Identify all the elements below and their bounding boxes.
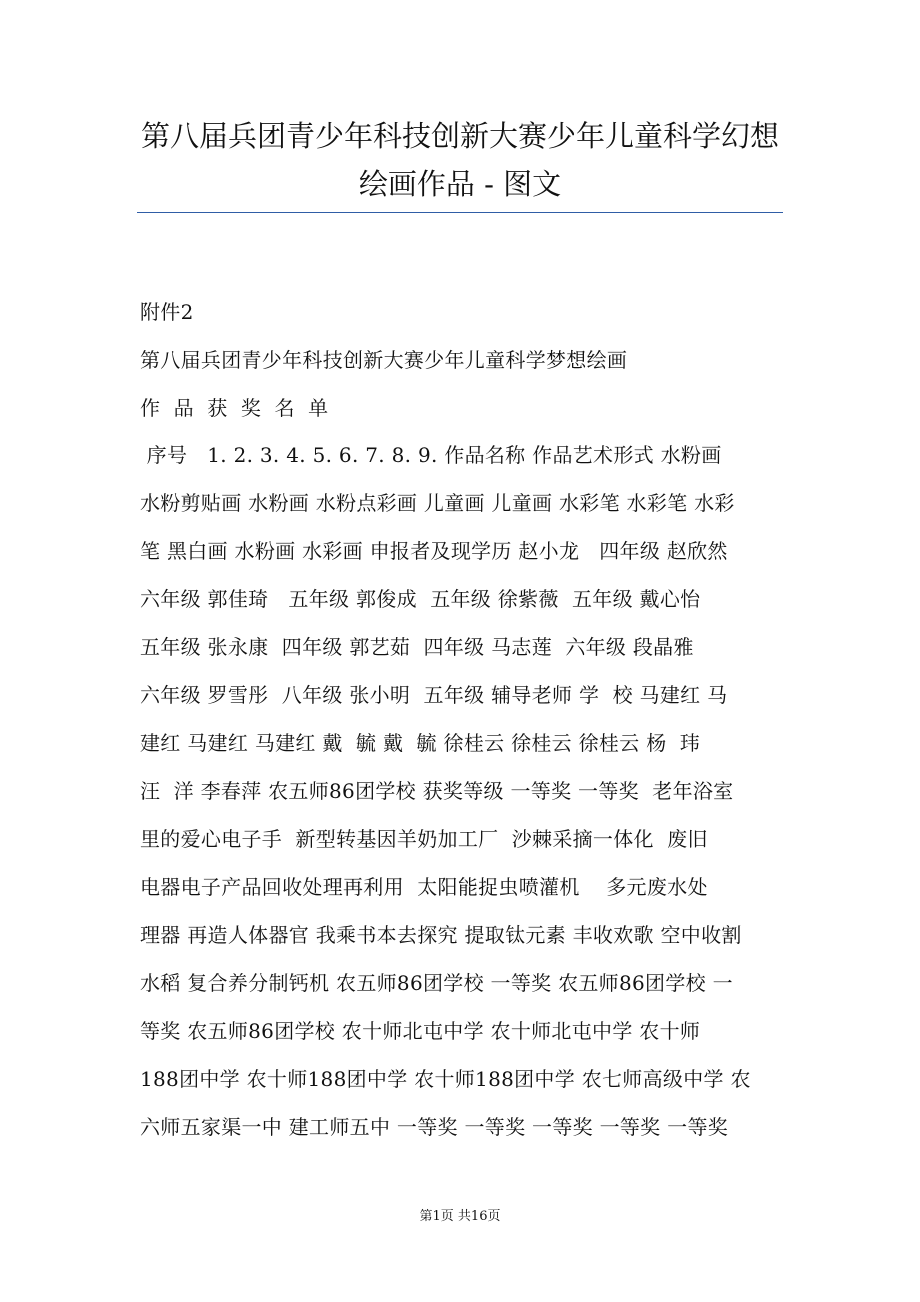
subtitle: 第八届兵团青少年科技创新大赛少年儿童科学梦想绘画 bbox=[140, 348, 628, 372]
body-line: 188团中学 农十师188团中学 农十师188团中学 农七师高级中学 农 bbox=[140, 1067, 751, 1091]
page-footer: 第1页 共16页 bbox=[419, 1209, 501, 1224]
body-line: 五年级 张永康 四年级 郭艺茹 四年级 马志莲 六年级 段晶雅 bbox=[140, 635, 694, 659]
body-line: 建红 马建红 马建红 戴 毓 戴 毓 徐桂云 徐桂云 徐桂云 杨 玮 bbox=[140, 731, 701, 755]
attachment-label: 附件2 bbox=[140, 300, 194, 324]
title-divider bbox=[137, 212, 783, 213]
body-line: 水稻 复合养分制钙机 农五师86团学校 一等奖 农五师86团学校 一 bbox=[140, 971, 733, 995]
body-line: 六师五家渠一中 建工师五中 一等奖 一等奖 一等奖 一等奖 一等奖 bbox=[140, 1115, 729, 1139]
body-line: 序号 1. 2. 3. 4. 5. 6. 7. 8. 9. 作品名称 作品艺术形式 水粉画 bbox=[140, 443, 722, 467]
body-line: 六年级 罗雪彤 八年级 张小明 五年级 辅导老师 学 校 马建红 马 bbox=[140, 683, 728, 707]
body-line: 电器电子产品回收处理再利用 太阳能捉虫喷灌机 多元废水处 bbox=[140, 875, 708, 899]
body-line: 汪 洋 李春萍 农五师86团学校 获奖等级 一等奖 一等奖 老年浴室 bbox=[140, 779, 734, 803]
document-title-line-2: 绘画作品 - 图文 bbox=[358, 167, 562, 201]
body-line: 六年级 郭佳琦 五年级 郭俊成 五年级 徐紫薇 五年级 戴心怡 bbox=[140, 587, 701, 611]
document-title-line-1: 第八届兵团青少年科技创新大赛少年儿童科学幻想 bbox=[140, 119, 779, 153]
body-line: 笔 黑白画 水粉画 水彩画 申报者及现学历 赵小龙 四年级 赵欣然 bbox=[140, 539, 728, 563]
body-line: 等奖 农五师86团学校 农十师北屯中学 农十师北屯中学 农十师 bbox=[140, 1019, 701, 1043]
list-heading: 作 品 获 奖 名 单 bbox=[140, 396, 329, 420]
body-line: 里的爱心电子手 新型转基因羊奶加工厂 沙棘采摘一体化 废旧 bbox=[140, 827, 708, 851]
body-line: 理器 再造人体器官 我乘书本去探究 提取钛元素 丰收欢歌 空中收割 bbox=[140, 923, 742, 947]
body-line: 水粉剪贴画 水粉画 水粉点彩画 儿童画 儿童画 水彩笔 水彩笔 水彩 bbox=[140, 491, 735, 515]
